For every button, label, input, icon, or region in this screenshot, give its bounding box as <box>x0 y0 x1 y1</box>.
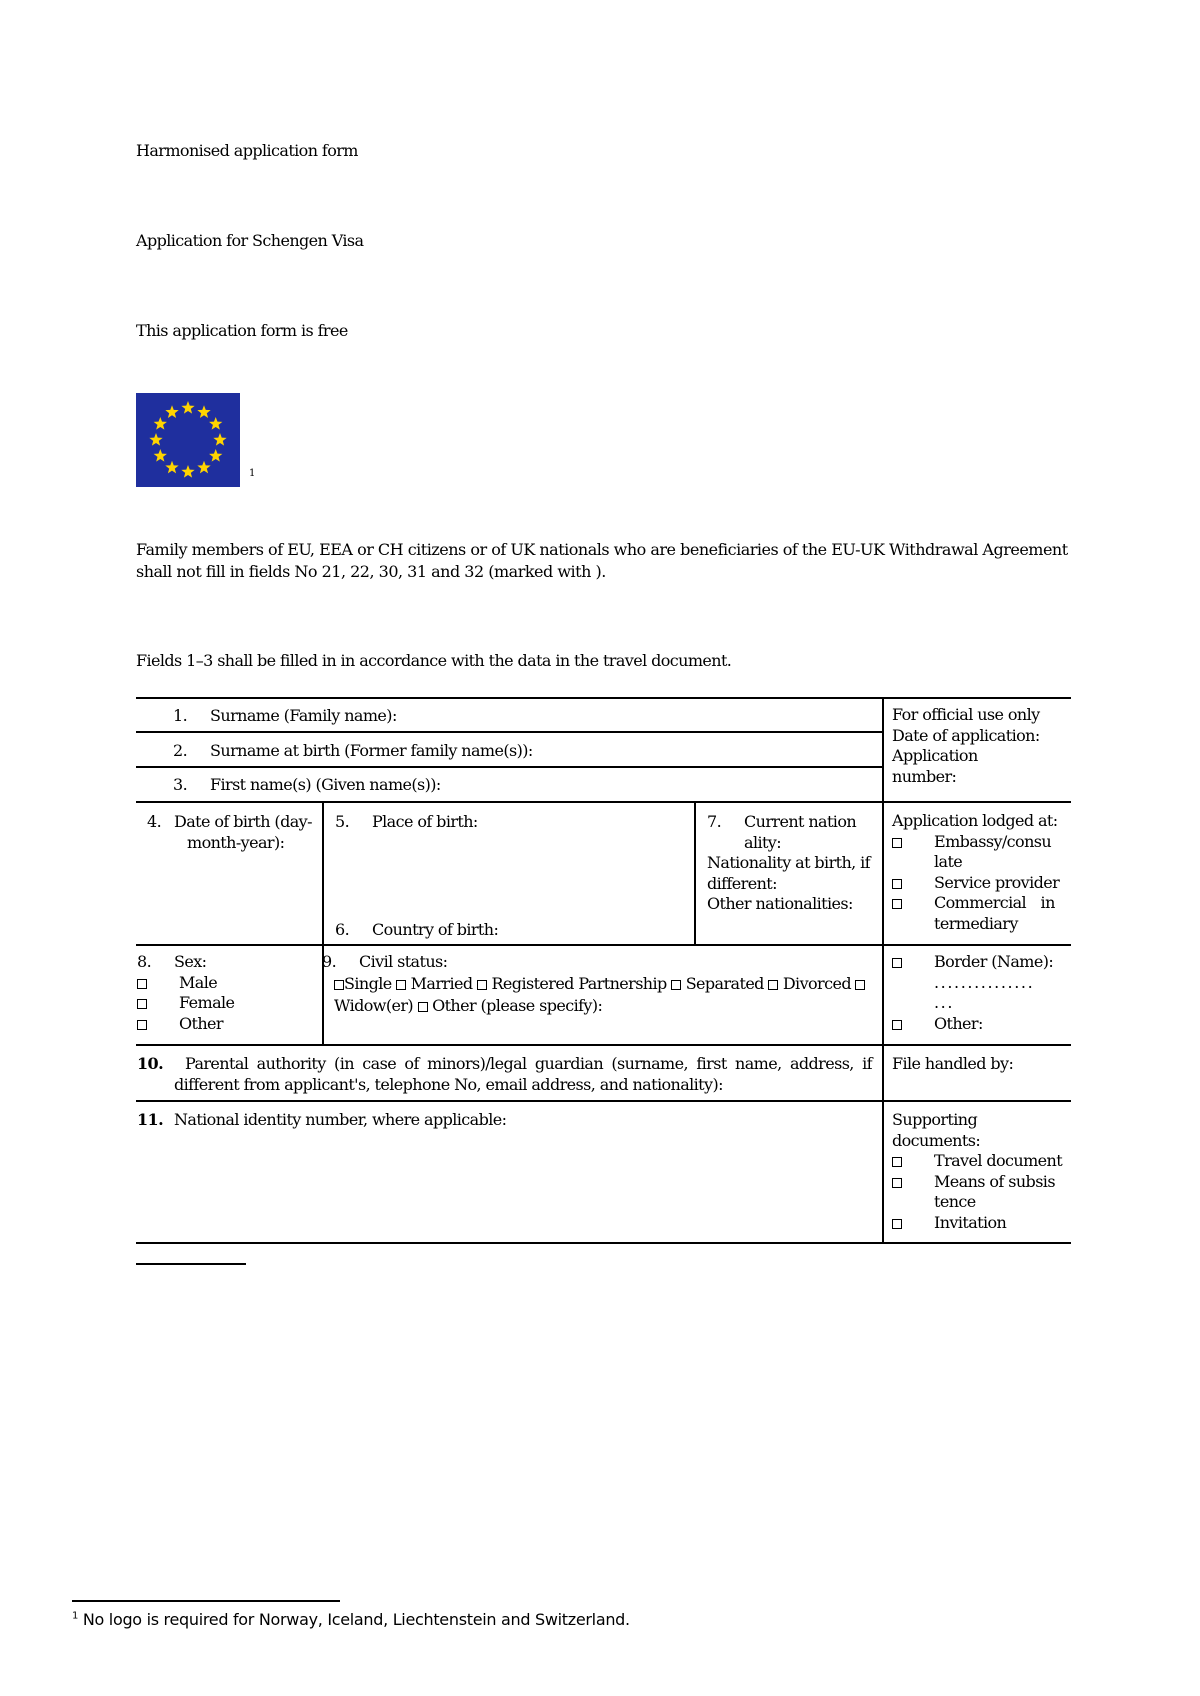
field-number: 6. <box>335 920 350 939</box>
option-label: Other <box>179 1013 223 1033</box>
nationality-at-birth-label-cont: different: <box>707 873 777 893</box>
field-number: 5. <box>335 812 350 831</box>
field-number: 4. <box>147 812 162 831</box>
male-checkbox[interactable] <box>137 979 147 989</box>
field-number: 7. <box>707 812 722 831</box>
checkbox-label: Border (Name): <box>934 952 1054 971</box>
form-title: Application for Schengen Visa <box>136 231 364 250</box>
commercial-intermediary-checkbox[interactable] <box>892 899 902 909</box>
official-title: For official use only <box>892 705 1040 724</box>
field-place-of-birth[interactable] <box>335 812 478 833</box>
field-number: 3. <box>173 775 188 794</box>
field-label: Surname at birth (Former family name(s)): <box>210 741 533 760</box>
field-number: 1. <box>173 706 188 725</box>
checkbox-label-cont: tence <box>934 1192 976 1211</box>
field-label: Surname (Family name): <box>210 706 397 725</box>
field-civil-status[interactable] <box>322 952 878 1017</box>
separated-checkbox[interactable] <box>671 980 681 990</box>
field-number: 11. <box>137 1110 164 1129</box>
female-checkbox[interactable] <box>137 999 147 1009</box>
footnote-number: 1 <box>72 1610 79 1622</box>
field-label-cont: ality: <box>744 832 782 852</box>
option-label: Divorced <box>782 973 851 993</box>
footnote-text: No logo is required for Norway, Iceland, Liechtenstein and Switzerland. <box>82 1610 630 1629</box>
file-handled-by-label: File handled by: <box>892 1054 1014 1073</box>
field-label: Sex: <box>174 952 207 971</box>
field-label: Parental authority (in case of minors)/legal guardian (surname, first name, address, if <box>185 1054 872 1073</box>
border-checkbox[interactable] <box>892 958 902 968</box>
row-divider <box>136 1100 1071 1102</box>
other-nationalities-label: Other nationalities: <box>707 894 853 913</box>
field-label: Date of birth (day- <box>174 812 312 831</box>
footnote-mark: 1 <box>249 468 256 479</box>
option-label: Separated <box>685 973 764 993</box>
checkbox-label: Commercial in <box>934 893 1055 912</box>
field-date-of-birth[interactable] <box>147 812 312 853</box>
field-nationality[interactable] <box>707 812 870 915</box>
field-country-of-birth[interactable] <box>335 920 498 941</box>
married-checkbox[interactable] <box>396 980 406 990</box>
checkbox-label-cont: late <box>934 852 963 871</box>
other-location-checkbox[interactable] <box>892 1020 902 1030</box>
supporting-documents-block <box>892 1110 1062 1233</box>
field-surname[interactable] <box>173 706 397 727</box>
nationality-at-birth-label: Nationality at birth, if <box>707 853 870 872</box>
field-label: Current nation <box>744 812 857 831</box>
option-label: Single <box>344 973 392 993</box>
checkbox-label: Other: <box>934 1013 983 1033</box>
option-label: Married <box>410 973 473 993</box>
lodged-label: Application lodged at: <box>892 811 1058 830</box>
free-notice: This application form is free <box>136 321 348 340</box>
eu-flag-logo <box>136 393 240 487</box>
option-label: Registered Partnership <box>491 973 667 993</box>
field-number: 10. <box>137 1054 164 1073</box>
checkbox-label: Invitation <box>934 1212 1007 1232</box>
field-label: Civil status: <box>359 952 448 971</box>
table-end-rule <box>136 1263 246 1265</box>
dotted-fill-line-cont: ... <box>934 993 955 1012</box>
border-block <box>892 952 1053 1034</box>
option-label: Male <box>179 972 218 992</box>
row-divider <box>136 766 884 768</box>
means-of-subsistence-checkbox[interactable] <box>892 1178 902 1188</box>
fields-notice: Fields 1–3 shall be filled in in accordance with the data in the travel document. <box>136 651 732 670</box>
official-column-divider <box>882 697 884 1244</box>
invitation-checkbox[interactable] <box>892 1219 902 1229</box>
option-label: Widow(er) <box>334 995 414 1015</box>
checkbox-label: Travel document <box>934 1151 1063 1170</box>
date-of-application-label: Date of application: <box>892 725 1040 745</box>
form-subtitle: Harmonised application form <box>136 141 358 160</box>
field-first-names[interactable] <box>173 775 441 796</box>
embassy-checkbox[interactable] <box>892 838 902 848</box>
field-label: Country of birth: <box>372 920 499 939</box>
field-label: National identity number, where applicable: <box>174 1110 507 1129</box>
field-surname-at-birth[interactable] <box>173 741 533 762</box>
dotted-fill-line: ............... <box>934 972 1035 992</box>
row-divider <box>136 1044 1071 1046</box>
single-checkbox[interactable] <box>334 980 344 990</box>
field-label: First name(s) (Given name(s)): <box>210 775 441 794</box>
footnote <box>72 1610 630 1629</box>
option-label: Other (please specify): <box>432 995 603 1015</box>
row-divider <box>136 801 1071 803</box>
widower-checkbox[interactable] <box>855 980 865 990</box>
table-top-border <box>136 697 1071 699</box>
travel-document-checkbox[interactable] <box>892 1157 902 1167</box>
field-number: 9. <box>322 952 337 971</box>
field-sex[interactable] <box>137 952 234 1034</box>
checkbox-label: Means of subsis <box>934 1171 1055 1191</box>
application-number-label: Application <box>892 746 978 765</box>
divorced-checkbox[interactable] <box>768 980 778 990</box>
official-use-block <box>892 705 1040 787</box>
option-label: Female <box>179 993 235 1012</box>
supporting-label-cont: documents: <box>892 1130 981 1150</box>
row-divider <box>136 731 884 733</box>
family-members-notice: Family members of EU, EEA or CH citizens or of UK nationals who are beneficiaries of the EU-UK Withdrawal Agreement shall not fill in fields No 21, 22, 30, 31 and 32 (marked with ). <box>136 540 1068 581</box>
supporting-label: Supporting <box>892 1110 978 1129</box>
field-label-cont: month-year): <box>187 832 285 852</box>
other-sex-checkbox[interactable] <box>137 1020 147 1030</box>
application-lodged-block <box>892 811 1059 934</box>
field-number: 8. <box>137 952 152 971</box>
service-provider-checkbox[interactable] <box>892 879 902 889</box>
row-divider <box>136 944 1071 946</box>
checkbox-label: Embassy/consu <box>934 831 1052 851</box>
field-label-cont: different from applicant's, telephone No, email address, and nationality): <box>174 1074 723 1094</box>
registered-partnership-checkbox[interactable] <box>477 980 487 990</box>
other-status-checkbox[interactable] <box>418 1002 428 1012</box>
field-parental-authority[interactable] <box>137 1054 872 1095</box>
application-number-label-cont: number: <box>892 766 957 786</box>
footnote-separator <box>72 1600 340 1602</box>
table-bottom-border <box>136 1242 1071 1244</box>
field-national-id[interactable] <box>137 1110 506 1131</box>
field-number: 2. <box>173 741 188 760</box>
column-divider <box>694 801 696 944</box>
field-label: Place of birth: <box>372 812 478 831</box>
checkbox-label: Service provider <box>934 872 1060 892</box>
checkbox-label-cont: termediary <box>934 913 1018 933</box>
